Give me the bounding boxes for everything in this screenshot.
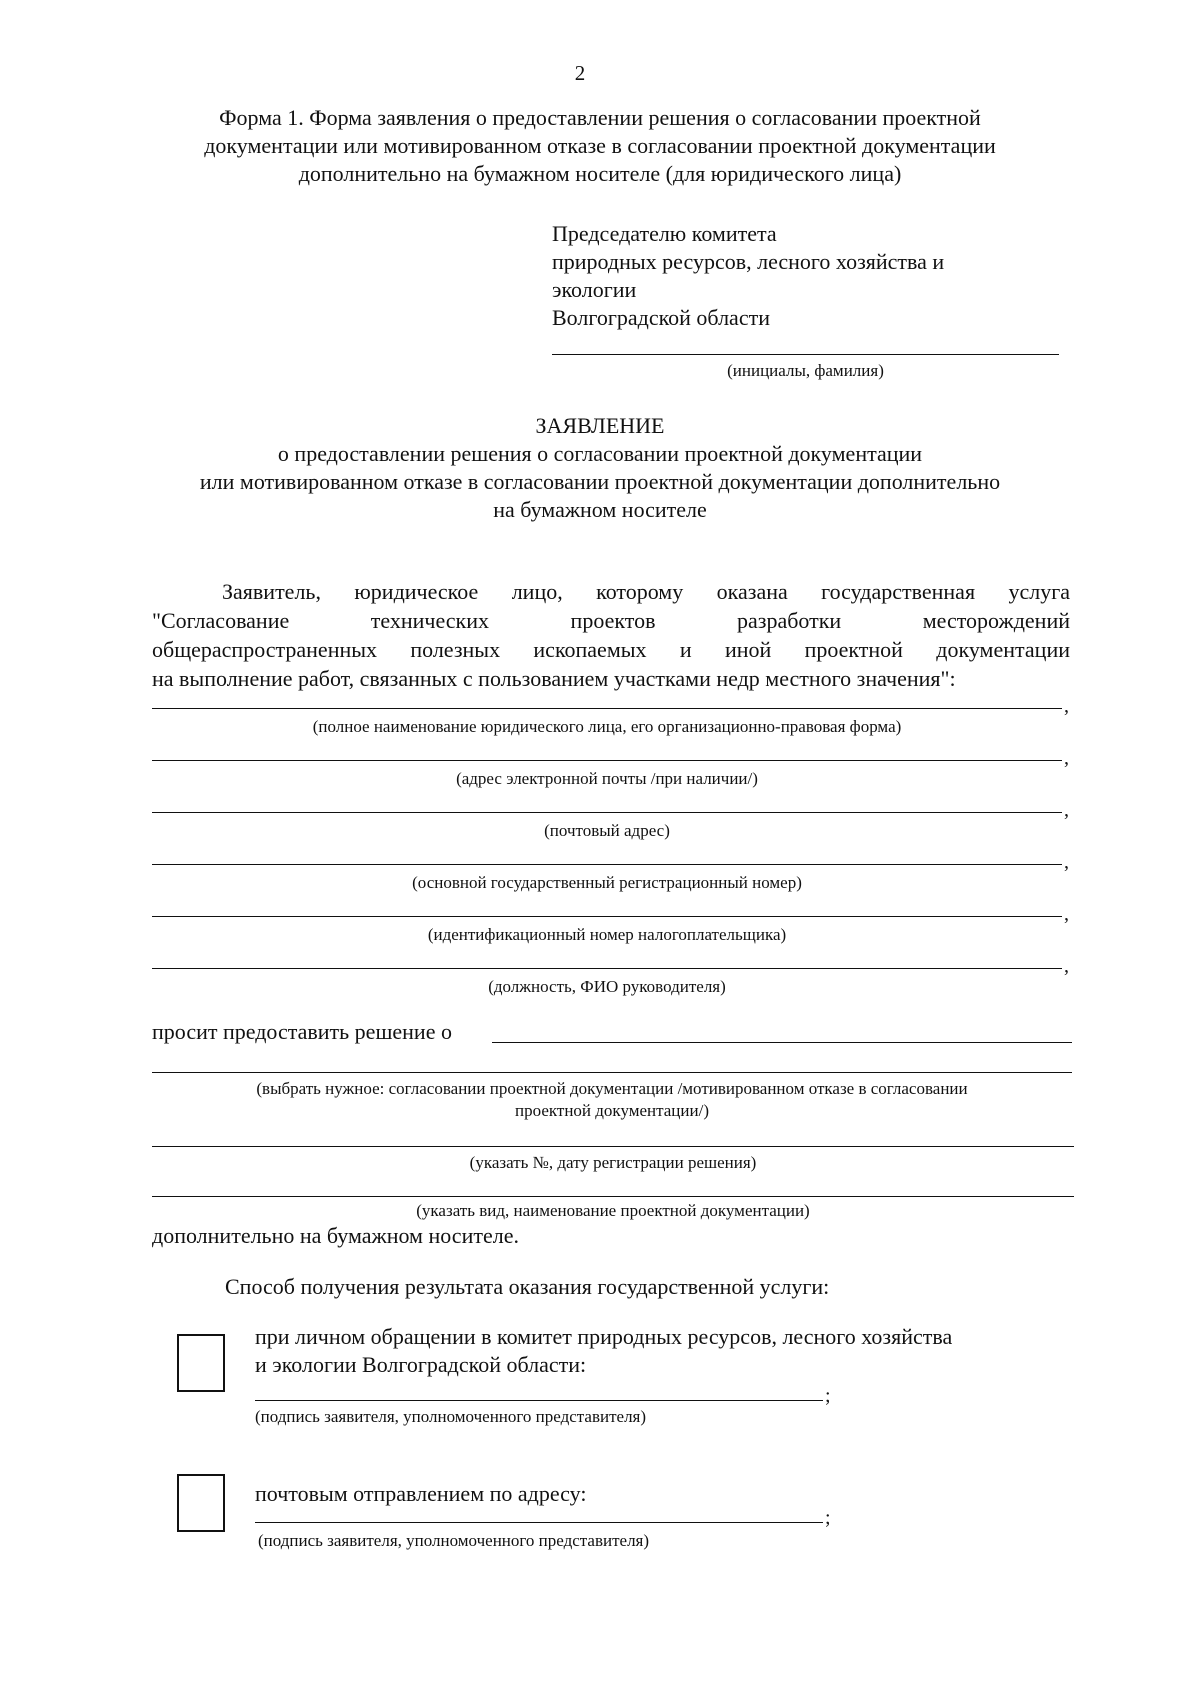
ogrn-field[interactable]	[152, 864, 1062, 865]
postal-address-hint: (почтовый адрес)	[544, 821, 670, 840]
applicant-name-hint: (полное наименование юридического лица, его организационно-правовая форма)	[312, 717, 902, 736]
addressee-name-field[interactable]	[552, 354, 1059, 355]
in-person-signature-field[interactable]	[255, 1400, 823, 1401]
field-comma: ,	[1064, 903, 1069, 925]
intro-line-4: на выполнение работ, связанных с пользованием участками недр местного значения":	[152, 666, 956, 691]
addressee-hint: (инициалы, фамилия)	[727, 361, 884, 380]
decision-number-field[interactable]	[152, 1146, 1074, 1147]
mail-signature-hint: (подпись заявителя, уполномоченного представителя)	[258, 1531, 650, 1550]
mail-option-text	[255, 1480, 1075, 1508]
form-title-line: дополнительно на бумажном носителе (для юридического лица)	[298, 161, 902, 186]
request-field[interactable]	[492, 1042, 1072, 1043]
in-person-checkbox[interactable]	[177, 1334, 225, 1392]
field-semicolon: ;	[825, 1385, 831, 1407]
request-hint-line: (выбрать нужное: согласовании проектной документации /мотивированном отказе в согласовании	[256, 1079, 968, 1098]
statement-subtitle-line: о предоставлении решения о согласовании проектной документации	[277, 441, 923, 466]
mail-checkbox[interactable]	[177, 1474, 225, 1532]
option-line: при личном обращении в комитет природных ресурсов, лесного хозяйства	[255, 1324, 953, 1349]
request-hint	[152, 1078, 1072, 1122]
intro-line-1: Заявитель, юридическое лицо, которому оказана государственная услуга	[222, 579, 1070, 604]
form-title	[100, 104, 1100, 188]
decision-number-hint: (указать №, дату регистрации решения)	[469, 1153, 757, 1172]
addressee-line: Председателю комитета	[552, 221, 777, 246]
field-semicolon: ;	[825, 1507, 831, 1529]
statement-subtitle-line: или мотивированном отказе в согласовании проектной документации дополнительно	[199, 469, 1001, 494]
statement-title: ЗАЯВЛЕНИЕ	[535, 413, 665, 438]
option-line: почтовым отправлением по адресу:	[255, 1481, 587, 1506]
field-comma: ,	[1064, 955, 1069, 977]
ogrn-hint: (основной государственный регистрационный номер)	[412, 873, 802, 892]
field-comma: ,	[1064, 851, 1069, 873]
project-doc-hint: (указать вид, наименование проектной документации)	[416, 1201, 810, 1220]
in-person-option-text	[255, 1323, 1075, 1379]
page-number: 2	[574, 61, 586, 85]
addressee-block	[552, 220, 1032, 332]
inn-field[interactable]	[152, 916, 1062, 917]
email-hint: (адрес электронной почты /при наличии/)	[456, 769, 758, 788]
director-hint: (должность, ФИО руководителя)	[488, 977, 726, 996]
addressee-line: экологии	[552, 277, 637, 302]
option-line: и экологии Волгоградской области:	[255, 1352, 587, 1377]
intro-line-3: общераспространенных полезных ископаемых и иной проектной документации	[152, 637, 1070, 662]
request-hint-line: проектной документации/)	[515, 1101, 709, 1120]
field-comma: ,	[1064, 747, 1069, 769]
request-field-continuation[interactable]	[152, 1072, 1072, 1073]
addressee-line: природных ресурсов, лесного хозяйства и	[552, 249, 945, 274]
postal-address-field[interactable]	[152, 812, 1062, 813]
in-person-signature-hint: (подпись заявителя, уполномоченного представителя)	[255, 1407, 647, 1426]
field-comma: ,	[1064, 799, 1069, 821]
form-title-line: Форма 1. Форма заявления о предоставлении решения о согласовании проектной	[219, 105, 981, 130]
request-label: просит предоставить решение о	[152, 1019, 452, 1044]
email-field[interactable]	[152, 760, 1062, 761]
inn-hint: (идентификационный номер налогоплательщика)	[427, 925, 787, 944]
addressee-line: Волгоградской области	[552, 305, 770, 330]
method-title: Способ получения результата оказания государственной услуги:	[225, 1274, 830, 1299]
intro-line-2: "Согласование технических проектов разработки месторождений	[152, 608, 1070, 633]
paper-note: дополнительно на бумажном носителе.	[152, 1223, 519, 1248]
applicant-name-field[interactable]	[152, 708, 1062, 709]
statement-subtitle	[100, 440, 1100, 524]
project-doc-field[interactable]	[152, 1196, 1074, 1197]
field-comma: ,	[1064, 695, 1069, 717]
director-field[interactable]	[152, 968, 1062, 969]
statement-subtitle-line: на бумажном носителе	[493, 497, 707, 522]
form-title-line: документации или мотивированном отказе в согласовании проектной документации	[204, 133, 996, 158]
mail-address-field[interactable]	[255, 1522, 823, 1523]
